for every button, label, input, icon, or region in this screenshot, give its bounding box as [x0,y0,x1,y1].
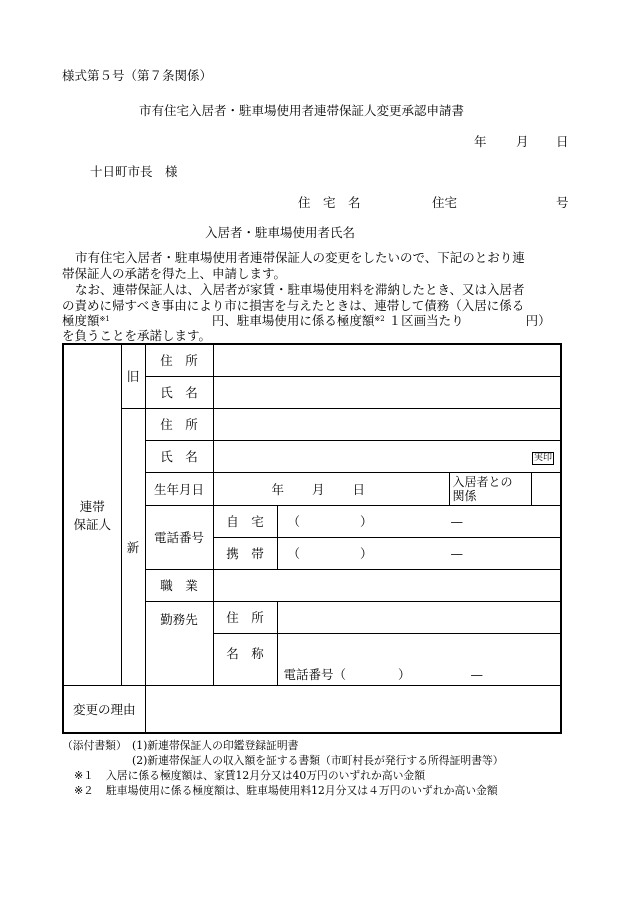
old-name-field[interactable] [213,376,561,408]
body-p2-line3 [62,313,551,329]
resident-name-label: 入居者・駐車場使用者氏名 [205,225,356,240]
body-p2-line1: なお、連帯保証人は、入居者が家賃・駐車場使用料を滞納したとき、又は入居者 [75,282,525,297]
paren-close: ） [360,546,373,561]
workplace-label: 勤務先 [145,601,213,685]
page-title: 市有住宅入居者・駐車場使用者連帯保証人変更承認申請書 [139,103,465,118]
guarantor-label-line1: 連帯 [79,498,105,514]
birthdate-label: 生年月日 [145,472,213,505]
relation-label [450,473,532,505]
home-phone-label: 自 宅 [213,505,277,537]
mobile-phone-label: 携 帯 [213,537,277,569]
work-name-field[interactable] [277,633,561,685]
paren-open: （ [287,546,301,561]
per-lot-label: １区画当たり [388,313,464,328]
paren-close: ） [398,666,411,682]
yen-close: 円） [525,313,551,328]
dash: — [450,546,464,561]
birth-year: 年 [271,481,285,497]
note-2-mark: ※２ [74,784,94,797]
body-p2-line2: の責めに帰すべき事由により市に損害を与えたときは、連帯して債務（入居に係る [62,298,525,313]
birth-day: 日 [352,481,366,497]
attach-item-2: (2)新連帯保証人の収入額を証する書類（市町村長が発行する所得証明書等） [132,754,504,767]
body-p2-line4: を負うことを承諾します。 [62,328,212,343]
occupation-label: 職 業 [145,569,213,601]
paren-open: （ [287,514,301,529]
new-address-field[interactable] [213,408,561,440]
note-mark-2: ※2 [374,315,385,323]
birth-month: 月 [312,481,325,497]
limit-label-2: 円、駐車場使用に係る極度額 [211,313,375,328]
mobile-phone-field[interactable] [277,537,561,569]
new-name-field[interactable] [213,440,561,472]
relation-label-line1: 入居者との [452,474,513,489]
attach-label: （添付書類） [62,739,127,752]
home-phone-field[interactable] [277,505,561,537]
occupation-field[interactable] [213,569,561,601]
guarantor-label-cell [63,344,121,685]
work-phone-label: 電話番号（ [283,666,347,682]
form-number: 様式第５号（第７条関係） [62,68,213,83]
limit-label-1: 極度額 [62,313,100,328]
note-1-mark: ※１ [74,769,94,782]
old-name-label: 氏 名 [145,376,213,408]
housing-number-suffix: 号 [556,195,569,210]
guarantor-label-line2: 保証人 [73,516,111,532]
note-1: 入居に係る極度額は、家賃12月分又は40万円のいずれか高い金額 [106,769,425,782]
new-label: 新 [121,408,145,685]
dash: — [470,666,484,682]
dash: — [450,514,464,529]
date-year: 年 [474,134,487,149]
date-month: 月 [516,134,529,149]
work-name-label: 名 称 [213,633,277,685]
reason-label: 変更の理由 [63,685,145,733]
body-p1-line1: 市有住宅入居者・駐車場使用者連帯保証人の変更をしたいので、下記のとおり連 [75,250,525,265]
addressee: 十日町市長 様 [90,164,178,179]
note-mark-1: ※1 [99,315,110,323]
guarantor-form-table [62,343,562,734]
old-label: 旧 [121,344,145,408]
body-p1-line2: 帯保証人の承諾を得た上、申請します。 [62,266,287,281]
work-address-field[interactable] [277,601,561,633]
note-2: 駐車場使用に係る極度額は、駐車場使用料12月分又は４万円のいずれか高い金額 [106,784,498,797]
housing-label: 住 宅 名 [298,195,361,210]
seal-mark: 実印 [533,452,552,463]
housing-name-suffix: 住宅 [432,195,458,210]
birthdate-field[interactable] [213,472,449,505]
phone-label: 電話番号 [145,505,213,569]
relation-label-line2: 関係 [452,488,477,503]
new-address-label: 住 所 [145,408,213,440]
old-address-field[interactable] [213,344,561,376]
date-day: 日 [556,134,569,149]
new-name-label: 氏 名 [145,440,213,472]
relation-field[interactable] [532,473,561,505]
work-address-label: 住 所 [213,601,277,633]
attach-item-1: (1)新連帯保証人の印鑑登録証明書 [132,739,299,752]
relation-cell [449,472,561,505]
old-address-label: 住 所 [145,344,213,376]
paren-close: ） [360,514,373,529]
reason-field[interactable] [145,685,561,733]
